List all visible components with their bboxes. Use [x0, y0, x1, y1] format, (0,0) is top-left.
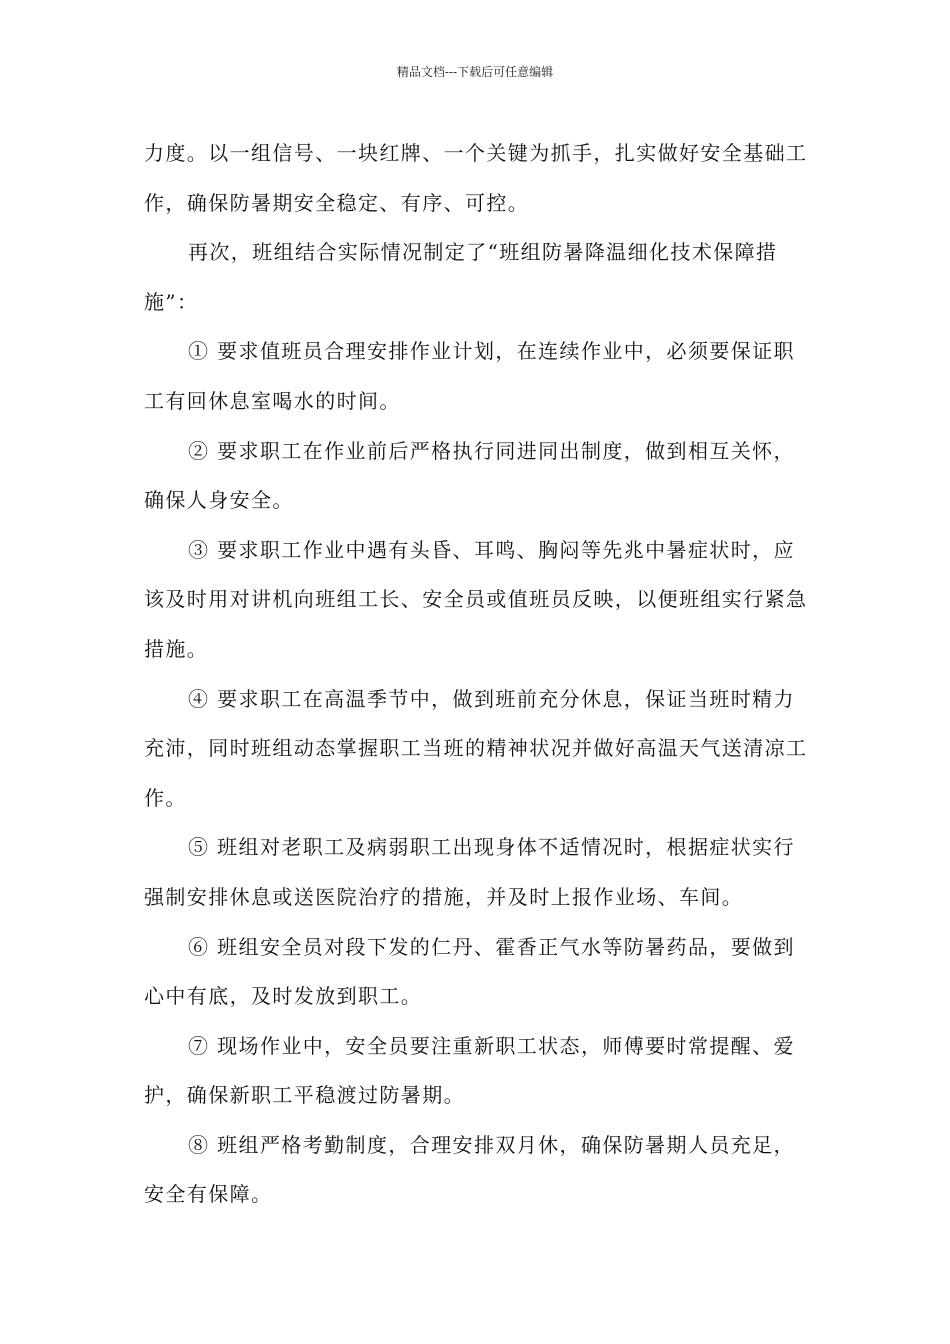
- list-item-1: ① 要求值班员合理安排作业计划，在连续作业中，必须要保证职工有回休息室喝水的时间。: [144, 339, 795, 413]
- list-item-2: ② 要求职工在作业前后严格执行同进同出制度，做到相互关怀，确保人身安全。: [144, 438, 795, 513]
- list-item-4: ④ 要求职工在高温季节中，做到班前充分休息，保证当班时精力充沛，同时班组动态掌握职工当班的精神状况并做好高温天气送清凉工作。: [144, 686, 808, 810]
- page-header: 精品文档---下载后可任意编辑: [396, 65, 554, 79]
- list-item-5: ⑤ 班组对老职工及病弱职工出现身体不适情况时，根据症状实行强制安排休息或送医院治疗的措施，并及时上报作业场、车间。: [144, 835, 795, 909]
- document-body: [144, 129, 812, 1220]
- list-item-8: ⑧ 班组严格考勤制度，合理安排双月休，确保防暑期人员充足，安全有保障。: [144, 1132, 795, 1207]
- list-item-7: ⑦ 现场作业中，安全员要注重新职工状态，师傅要时常提醒、爱护，确保新职工平稳渡过防暑期。: [144, 1033, 795, 1108]
- paragraph-continuation: 力度。以一组信号、一块红牌、一个关键为抓手，扎实做好安全基础工作，确保防暑期安全稳定、有序、可控。: [144, 141, 808, 215]
- list-item-6: ⑥ 班组安全员对段下发的仁丹、霍香正气水等防暑药品，要做到心中有底，及时发放到职工。: [144, 934, 795, 1009]
- list-item-3: ③ 要求职工作业中遇有头昏、耳鸣、胸闷等先兆中暑症状时，应该及时用对讲机向班组工长、安全员或值班员反映，以便班组实行紧急措施。: [144, 537, 808, 661]
- paragraph-intro: 再次，班组结合实际情况制定了“班组防暑降温细化技术保障措施”：: [144, 240, 778, 314]
